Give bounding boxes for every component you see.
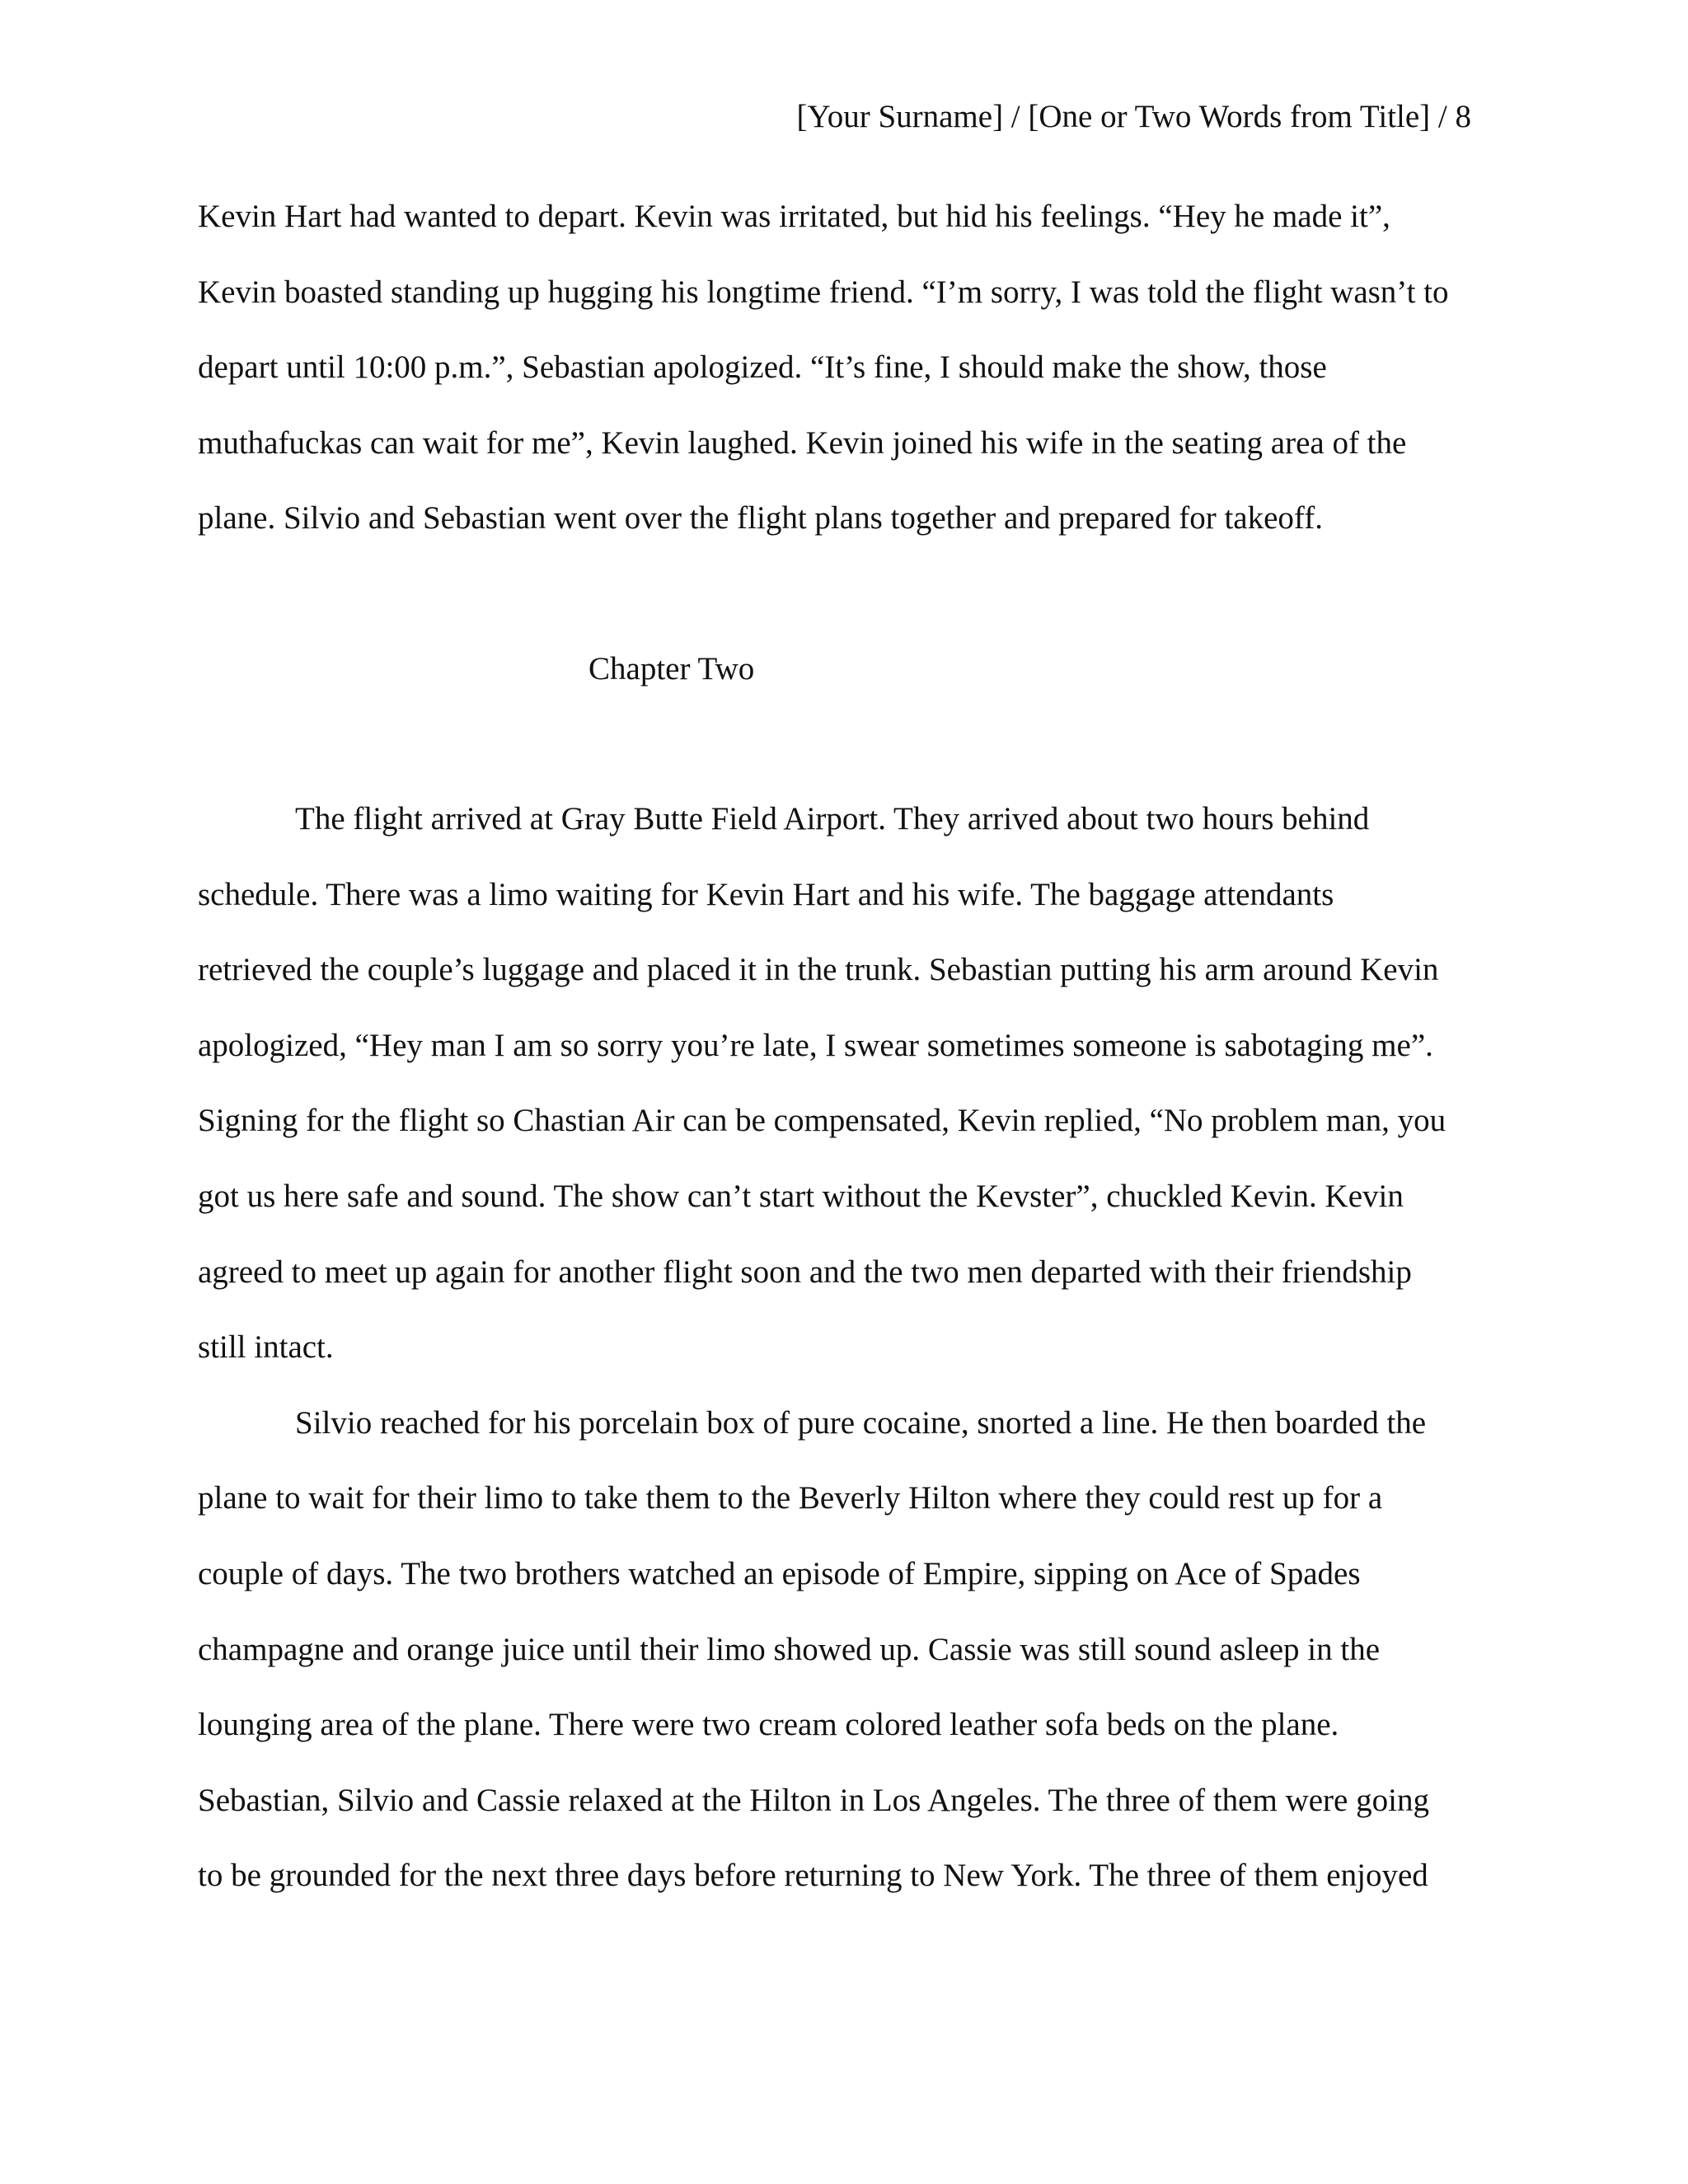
text-line: still intact. <box>198 1329 334 1366</box>
text-line: plane. Silvio and Sebastian went over the flight plans together and prepared for takeoff. <box>198 500 1323 537</box>
chapter-body <box>198 794 1484 1927</box>
text-line: apologized, “Hey man I am so sorry you’re late, I swear sometimes someone is sabotaging me”. <box>198 1027 1433 1063</box>
chapter-heading: Chapter Two <box>588 651 755 687</box>
text-line: schedule. There was a limo waiting for Kevin Hart and his wife. The baggage attendants <box>198 876 1334 912</box>
text-line: plane to wait for their limo to take them to the Beverly Hilton where they could rest up for a <box>198 1480 1383 1516</box>
text-line: agreed to meet up again for another flight soon and the two men departed with their friendship <box>198 1254 1412 1290</box>
text-line: Kevin boasted standing up hugging his longtime friend. “I’m sorry, I was told the flight wasn’t to <box>198 274 1449 310</box>
text-line: got us here safe and sound. The show can’t start without the Kevster”, chuckled Kevin. Kevin <box>198 1178 1404 1214</box>
text-line: champagne and orange juice until their limo showed up. Cassie was still sound asleep in the <box>198 1631 1381 1667</box>
paragraph-2 <box>198 794 1484 1399</box>
text-line: The flight arrived at Gray Butte Field Airport. They arrived about two hours behind <box>295 801 1370 837</box>
paragraph-3 <box>198 1399 1484 1927</box>
text-line: retrieved the couple’s luggage and placed it in the trunk. Sebastian putting his arm around Kevin <box>198 952 1439 988</box>
text-line: to be grounded for the next three days before returning to New York. The three of them enjoyed <box>198 1858 1428 1894</box>
text-line: couple of days. The two brothers watched an episode of Empire, sipping on Ace of Spades <box>198 1555 1361 1591</box>
text-line: Sebastian, Silvio and Cassie relaxed at the Hilton in Los Angeles. The three of them were going <box>198 1782 1429 1818</box>
text-line: Signing for the flight so Chastian Air can be compensated, Kevin replied, “No problem man, you <box>198 1103 1447 1139</box>
text-line: Kevin Hart had wanted to depart. Kevin was irritated, but hid his feelings. “Hey he made it”, <box>198 199 1390 234</box>
text-line: depart until 10:00 p.m.”, Sebastian apologized. “It’s fine, I should make the show, those <box>198 349 1327 386</box>
text-line: muthafuckas can wait for me”, Kevin laughed. Kevin joined his wife in the seating area of the <box>198 424 1407 461</box>
running-head: [Your Surname] / [One or Two Words from Title] / 8 <box>796 99 1471 134</box>
text-line: Silvio reached for his porcelain box of pure cocaine, snorted a line. He then boarded the <box>295 1404 1427 1441</box>
text-line: lounging area of the plane. There were two cream colored leather sofa beds on the plane. <box>198 1707 1339 1743</box>
paragraph-1 <box>198 192 1484 569</box>
